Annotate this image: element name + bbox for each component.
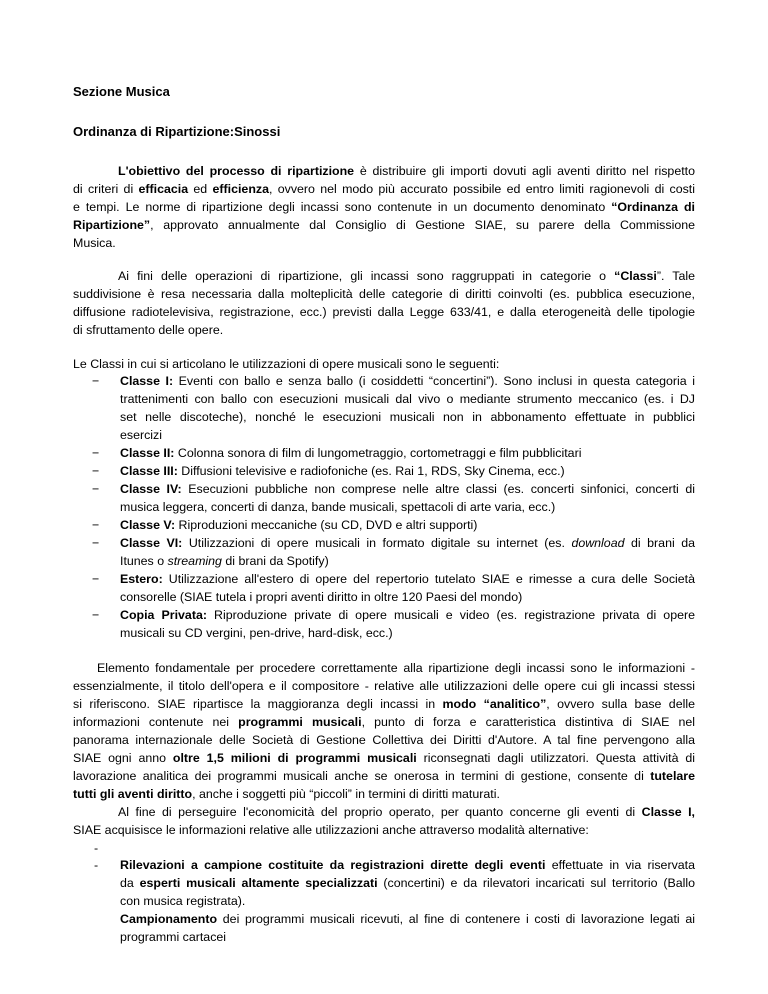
text-line: consorelle (SIAE tutela i propri aventi diritto in oltre 120 Paesi del mondo) [120, 590, 523, 604]
text-line: Itunes o streaming di brani da Spotify) [120, 554, 329, 568]
list-bullet: − [92, 536, 100, 550]
list-bullet: - [94, 858, 99, 872]
list-bullet: − [92, 518, 100, 532]
text-line: Musica. [73, 236, 116, 250]
list-item: Classe IV: Esecuzioni pubbliche non comprese nelle altre classi (es. concerti sinfonici, concerti di [120, 482, 695, 496]
list-item: Campionamento dei programmi musicali ricevuti, al fine di contenere i costi di lavorazione legati ai [120, 912, 695, 926]
document-subtitle: Ordinanza di Ripartizione:Sinossi [73, 124, 281, 139]
text-line: Al fine di perseguire l'economicità del proprio operato, per quanto concerne gli eventi di Classe I, [118, 805, 695, 819]
text-line: programmi cartacei [120, 930, 227, 944]
list-bullet: − [92, 464, 100, 478]
list-item: Classe II: Colonna sonora di film di lungometraggio, cortometraggi e film pubblicitari [120, 446, 582, 460]
list-bullet: − [92, 608, 100, 622]
text-line: esercizi [120, 428, 162, 442]
list-item: Estero: Utilizzazione all'estero di opere del repertorio tutelato SIAE e rimesse a cura delle Società [120, 572, 695, 586]
list-item: Copia Privata: Riproduzione private di opere musicali e video (es. registrazione privata di opere [120, 608, 695, 622]
text-line: Elemento fondamentale per procedere correttamente alla ripartizione degli incassi sono le informazioni - [97, 661, 695, 675]
text-line: suddivisione è resa necessaria dalla molteplicità delle categorie di diritti coinvolti (es. pubblica esecuzione, [73, 287, 695, 301]
text-line: di criteri di efficacia ed efficienza, ovvero nel modo più accurato possibile ed entro limiti ragionevoli di costi [73, 182, 695, 196]
text-line: lavorazione analitica dei programmi musicali anche se onerosa in termini di gestione, consente di tutelare [73, 769, 695, 783]
text-line: informazioni contenute nei programmi musicali, punto di forza e caratteristica distintiva di SIAE nel [73, 715, 696, 729]
list-bullet: − [92, 482, 100, 496]
text-line: con musica registrata). [120, 894, 246, 908]
text-line: musicali su CD vergini, pen-drive, hard-disk, ecc.) [120, 626, 393, 640]
list-bullet: − [92, 446, 100, 460]
text-line: L'obiettivo del processo di ripartizione è distribuire gli importi dovuti agli aventi diritto nel rispetto [118, 164, 695, 178]
list-item: Classe V: Riproduzioni meccaniche (su CD, DVD e altri supporti) [120, 518, 478, 532]
text-line: musica leggera, concerti di danza, bande musicali, spettacoli di arte varia, ecc.) [120, 500, 556, 514]
text-line: trattenimenti con ballo con esecuzioni musicali dal vivo o mediante strumento meccanico (es. i DJ [120, 392, 695, 406]
text-line: set nelle discoteche), nonché le esecuzioni musicali non in abbonamento effettuate in pubblici [120, 410, 695, 424]
list-bullet: − [92, 572, 100, 586]
list-item: Rilevazioni a campione costituite da registrazioni dirette degli eventi effettuate in via riservata [120, 858, 695, 872]
text-line: SIAE ogni anno oltre 1,5 milioni di programmi musicali riconsegnati dagli utilizzatori. Questa attività di [73, 751, 696, 765]
text-line: Ripartizione”, approvato annualmente dal Consiglio di Gestione SIAE, su parere della Commissione [73, 218, 695, 232]
section-title: Sezione Musica [73, 84, 170, 99]
text-line: essenzialmente, il titolo dell'opera e il compositore - relative alle utilizzazioni delle opere cui gli incassi stessi [73, 679, 695, 693]
list-item: Classe III: Diffusioni televisive e radiofoniche (es. Rai 1, RDS, Sky Cinema, ecc.) [120, 464, 565, 478]
text-line: da esperti musicali altamente specializzati (concertini) e da rilevatori incaricati sul territorio (Ballo [120, 876, 696, 890]
text-line: tutti gli aventi diritto, anche i soggetti più “piccoli” in termini di diritti maturati. [73, 787, 500, 801]
text-line: e tempi. Le norme di ripartizione degli incassi sono contenute in un documento denominato “Ordinanza di [73, 200, 695, 214]
text-line: diffusione radiotelevisiva, registrazione, ecc.) previsti dalla Legge 633/41, e dalla eterogeneità delle tipologie [73, 305, 695, 319]
text-line: si riferiscono. SIAE ripartisce la maggioranza degli incassi in modo “analitico”, ovvero sulla base delle [73, 697, 695, 711]
text-line: Ai fini delle operazioni di ripartizione, gli incassi sono raggruppati in categorie o “Classi”. Tale [118, 269, 695, 283]
list-intro: Le Classi in cui si articolano le utilizzazioni di opere musicali sono le seguenti: [73, 357, 500, 371]
list-bullet: - [94, 841, 99, 855]
text-line: SIAE acquisisce le informazioni relative alle utilizzazioni anche attraverso modalità alternative: [73, 823, 589, 837]
list-bullet: − [92, 374, 100, 388]
list-item: Classe VI: Utilizzazioni di opere musicali in formato digitale su internet (es. download di brani da [120, 536, 696, 550]
text-line: panorama internazionale delle Società di Gestione Collettiva dei Diritti d'Autore. A tal fine pervengono alla [73, 733, 695, 747]
text-line: di sfruttamento delle opere. [73, 323, 224, 337]
list-item: Classe I: Eventi con ballo e senza ballo (i cosiddetti “concertini”). Sono inclusi in questa categoria i [120, 374, 695, 388]
